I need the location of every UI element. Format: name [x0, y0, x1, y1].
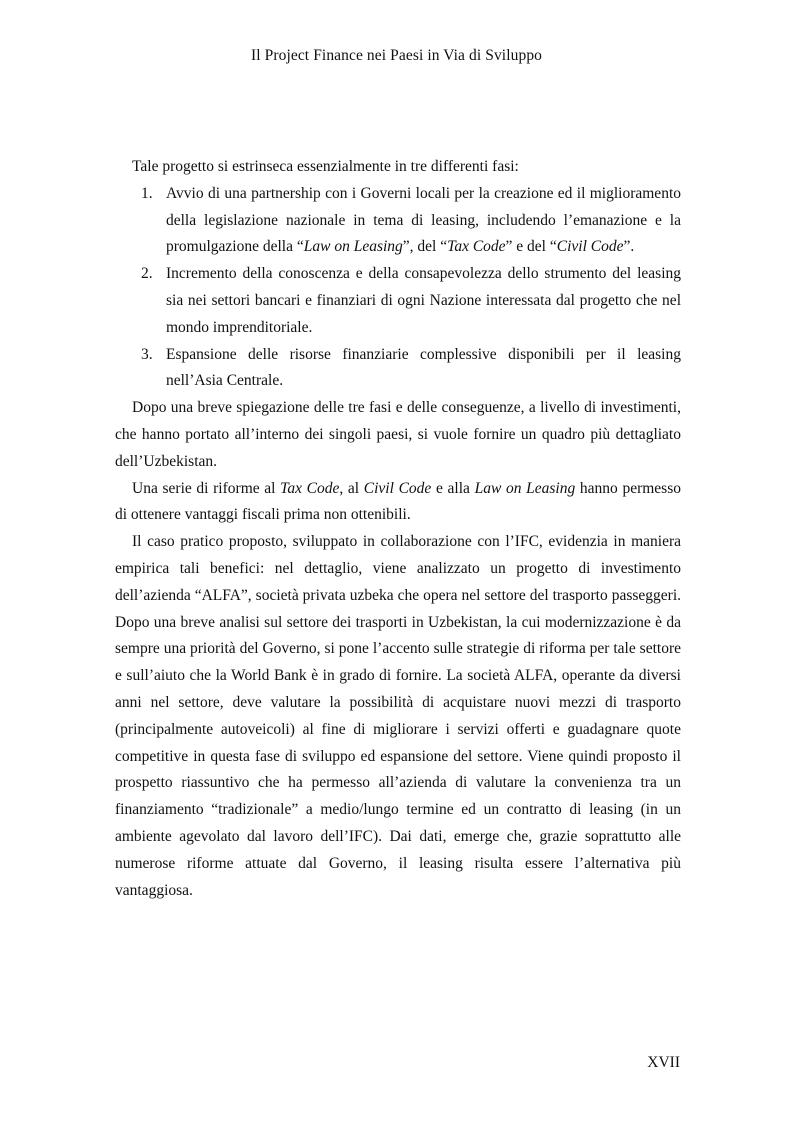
list-item: 1. Avvio di una partnership con i Governi locali per la creazione ed il miglioramento della legislazione nazionale in tema di leasing, includendo l’emanazione e la promulgazione della “Law on Leasing”, del “Tax Code” e del “Civil Code”.: [115, 181, 681, 261]
intro-paragraph: Tale progetto si estrinseca essenzialmente in tre differenti fasi:: [132, 158, 519, 175]
running-header: Il Project Finance nei Paesi in Via di Sviluppo: [250, 47, 543, 64]
phases-list: [115, 181, 681, 395]
list-item-text: Espansione delle risorse finanziarie complessive disponibili per il leasing nell’Asia Centrale.: [166, 345, 681, 390]
italic-term: Law on Leasing: [303, 238, 403, 256]
list-number: 2.: [141, 265, 153, 283]
list-item: [115, 342, 681, 396]
list-item: [115, 261, 681, 341]
page-number: XVII: [647, 1054, 680, 1071]
body-paragraph: Dopo una breve spiegazione delle tre fasi e delle conseguenze, a livello di investimenti, che hanno portato all’interno dei singoli paesi, si vuole fornire un quadro più dettagliato dell’Uzbekistan.: [115, 399, 681, 470]
italic-term: Tax Code: [447, 238, 506, 256]
italic-term: Civil Code: [556, 238, 624, 256]
page-body: [115, 154, 681, 904]
list-item-text: Incremento della conoscenza e della consapevolezza dello strumento del leasing sia nei settori bancari e finanziari di ogni Nazione interessata dal progetto che nel mondo imprenditoriale.: [166, 265, 681, 336]
list-number: 3.: [141, 345, 153, 363]
italic-term: Civil Code: [363, 479, 432, 497]
body-paragraph: Il caso pratico proposto, sviluppato in collaborazione con l’IFC, evidenzia in maniera empirica tali benefici: nel dettaglio, viene analizzato un progetto di investimento dell’azienda “ALFA”, società privata uzbeka che opera nel settore del trasporto passeggeri. Dopo una breve analisi sul settore dei trasporti in Uzbekistan, la cui modernizzazione è da sempre una priorità del Governo, si pone l’accento sulle strategie di riforma per tale settore e sull’aiuto che la World Bank è in grado di fornire. La società ALFA, operante da diversi anni nel settore, deve valutare la possibilità di acquistare nuovi mezzi di trasporto (principalmente autoveicoli) al fine di migliorare i servizi offerti e guadagnare quote competitive in questa fase di sviluppo ed espansione del settore. Viene quindi proposto il prospetto riassuntivo che ha permesso all’azienda di valutare la convenienza tra un finanziamento “tradizionale” a medio/lungo termine ed un contratto di leasing (in un ambiente agevolato dal lavoro dell’IFC). Dai dati, emerge che, grazie soprattutto alle numerose riforme attuate dal Governo, il leasing risulta essere l’alternativa più vantaggiosa.: [115, 533, 681, 899]
body-paragraph: Una serie di riforme al Tax Code, al Civil Code e alla Law on Leasing hanno permesso di ottenere vantaggi fiscali prima non ottenibili.: [115, 479, 681, 524]
italic-term: Tax Code: [280, 479, 340, 497]
italic-term: Law on Leasing: [474, 479, 576, 497]
list-number: 1.: [141, 184, 153, 202]
